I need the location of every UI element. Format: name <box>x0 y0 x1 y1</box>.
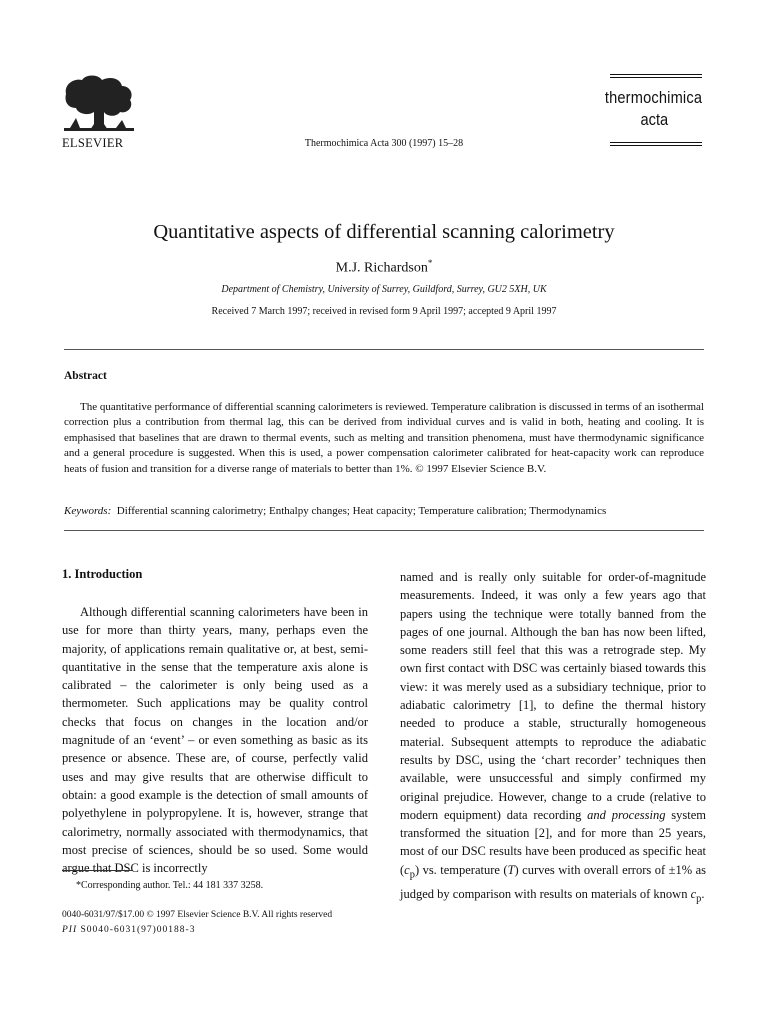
intro-right-column: named and is really only suitable for order-of-magnitude measurements. Indeed, it was only a few years ago that papers using the technique were totally banned from the pages of one journal. Although the ban has now been lifted, some readers still feel that this was a retrograde step. My own first contact with DSC was certainly biased towards this view: it was merely used as a subsidiary technique, prior to adiabatic calorimetry [1], to define the thermal history needed to produce a stable, structurally homogeneous material. Subsequent attempts to reproduce the adiabatic results by DSC, using the ‘chart recorder’ techniques then available, were unsuccessful and simply confirmed my original prejudice. However, change to a crude (relative to modern equipment) data recording and processing system transformed the situation [2], and for more than 25 years, most of our DSC results have been produced as specific heat $(c_p)$ vs. temperature (T) curves with overall errors of ±1% as judged by comparison with results on materials of known $c_p$. <box>400 570 707 905</box>
intro-right-text-3: ) vs. temperature ( <box>414 862 508 877</box>
abstract-text: The quantitative performance of differential scanning calorimeters is reviewed. Temperature calibration is discussed in terms of an isothermal correction plus a contribution from thermal lag, this can be derived from individual curves and is valid in both, heating and cooling. It is emphasised that baselines that are drawn to thermal events, such as melting and transition phenomena, must have thermodynamic significance and a general procedure is suggested. When this is used, a power compensation calorimeter calibrated for heat-capacity work can reproduce heats of fusion and transition for a diverse range of materials to better than 1%. © 1997 Elsevier Science B.V. <box>64 401 704 475</box>
elsevier-logo <box>60 72 140 134</box>
journal-reference: Thermochimica Acta 300 (1997) 15–28 <box>304 138 464 149</box>
journal-title: thermochimica <box>604 88 702 107</box>
pii-label: PII <box>62 925 78 935</box>
intro-right-text-4: ) curves with overall errors of ±1% as judged by comparison with results on materials of known <box>400 862 706 901</box>
cp-symbol-end: c <box>690 886 697 901</box>
pii-line <box>62 925 195 935</box>
keywords-text: Differential scanning calorimetry; Enthalpy changes; Heat capacity; Temperature calibration; Thermodynamics <box>116 505 607 517</box>
journal-title-line2: acta <box>640 110 668 129</box>
author-footnote-mark: * <box>427 258 433 268</box>
footnote-divider <box>62 870 132 871</box>
received-dates: Received 7 March 1997; received in revised form 9 April 1997; accepted 9 April 1997 <box>211 306 557 317</box>
intro-left-column: Although differential scanning calorimeters have been in use for more than thirty years, many, perhaps even the majority, of applications remain qualitative or, at best, semi-quantitative in the sense that the temperature axis alone is calibrated – the calorimeter is only being used as a thermometer. Such applications may be quality control checks that focus on changes in the location and/or magnitude of an ‘event’ – or even something as basic as its presence or absence. These are, of course, perfectly valid uses and may give results that are otherwise difficult to obtain: a good example is the detection of small amounts of polyethylene in polypropylene. It is, however, strange that calorimetry, normally associated with thermodynamics, that most precise of sciences, should be so used. Some would argue that DSC is incorrectly <box>62 605 368 876</box>
abstract-heading: Abstract <box>64 370 107 382</box>
t-symbol: T <box>507 862 515 877</box>
intro-right-italic: and processing <box>587 807 666 822</box>
intro-right-text-2: system transformed the situation [2], and for more than 25 years, most of our DSC results have been produced as specific heat ( <box>400 807 707 877</box>
keywords <box>64 505 724 517</box>
journal-title-rule-top <box>610 74 702 75</box>
cp-symbol: c <box>404 862 410 877</box>
journal-title-rule-bottom <box>610 142 702 143</box>
header-divider <box>64 349 704 350</box>
cp-subscript: p <box>409 869 415 881</box>
keywords-label: Keywords: <box>64 505 112 517</box>
journal-title-rule-bottom-2 <box>610 145 702 146</box>
author-name: M.J. Richardson <box>335 260 428 276</box>
article-title: Quantitative aspects of differential scanning calorimetry <box>153 221 615 243</box>
issn-copyright: 0040-6031/97/$17.00 © 1997 Elsevier Science B.V. All rights reserved <box>62 910 333 920</box>
affiliation: Department of Chemistry, University of Surrey, Guildford, Surrey, GU2 5XH, UK <box>221 284 547 295</box>
abstract-divider <box>64 530 704 531</box>
intro-right-text-1: named and is really only suitable for order-of-magnitude measurements. Indeed, it was only a few years ago that papers using the technique were totally banned from the pages of one journal. Although the ban has now been lifted, some readers still feel that this was a retrograde step. My own first contact with DSC was certainly biased towards this view: it was merely used as a subsidiary technique, prior to adiabatic calorimetry [1], to define the thermal history needed to produce a stable, structurally homogeneous material. Subsequent attempts to reproduce the adiabatic results by DSC, using the ‘chart recorder’ techniques then available, were unsuccessful and simply confirmed my original prejudice. However, change to a crude (relative to modern equipment) data recording <box>400 570 706 822</box>
section-heading-introduction: 1. Introduction <box>62 567 143 581</box>
cp-subscript-end: p <box>696 893 702 905</box>
journal-title-rule-top-2 <box>610 77 702 78</box>
pii-value: S0040-6031(97)00188-3 <box>80 925 196 935</box>
corresponding-author-footnote: *Corresponding author. Tel.: 44 181 337 3258. <box>76 880 264 891</box>
author-line <box>0 258 768 277</box>
publisher-name: ELSEVIER <box>62 136 124 150</box>
elsevier-tree-icon <box>60 72 140 134</box>
